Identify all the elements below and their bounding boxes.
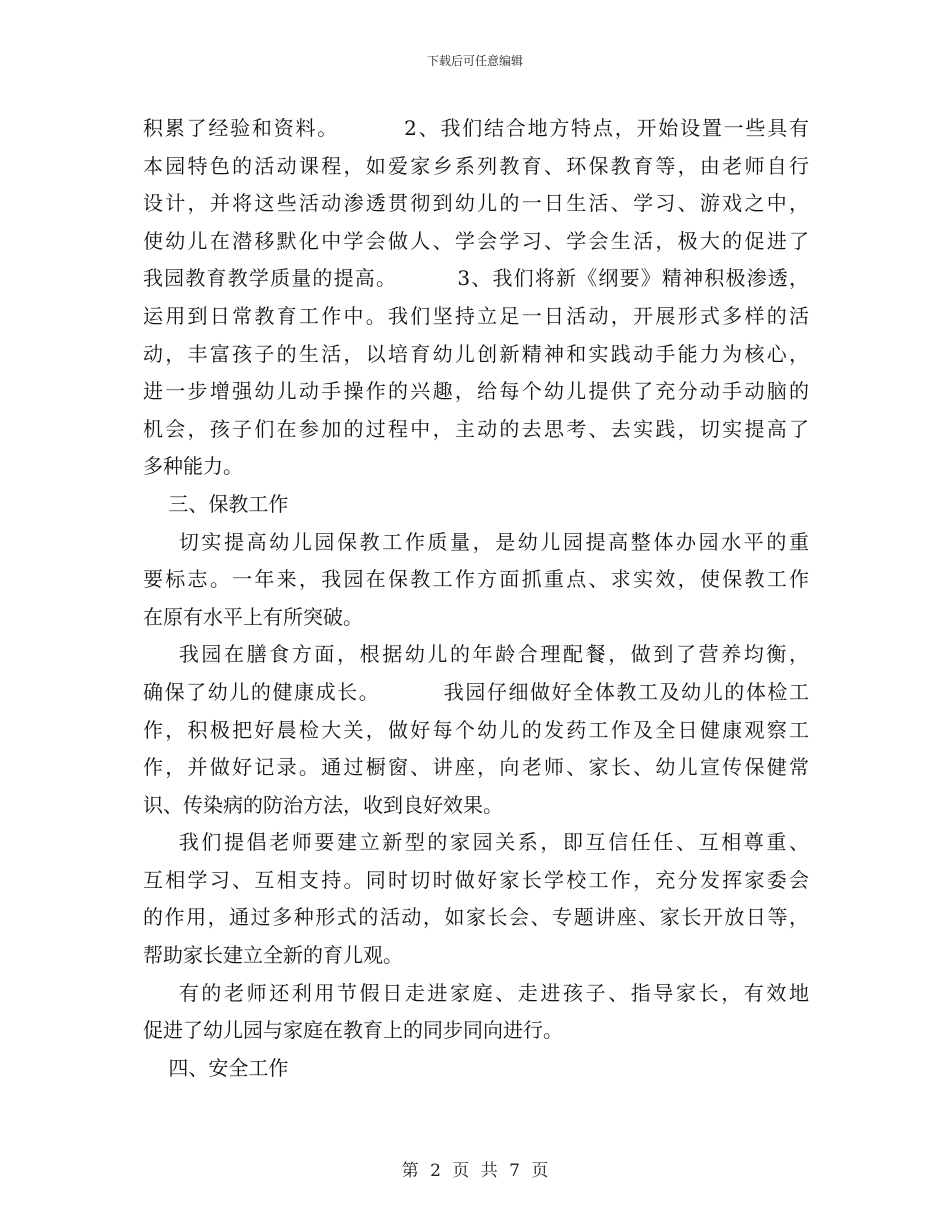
text-line: 切实提高幼儿园保教工作质量，是幼儿园提高整体办园水平的重 [143, 529, 809, 554]
text-line: 帮助家长建立全新的育儿观。 [143, 943, 403, 968]
text-line: 动，丰富孩子的生活，以培育幼儿创新精神和实践动手能力为核心， [143, 341, 809, 366]
section-heading: 四、安全工作 [143, 1055, 289, 1080]
text-line: 在原有水平上有所突破。 [143, 604, 363, 629]
text-line: 进一步增强幼儿动手操作的兴趣，给每个幼儿提供了充分动手动脑的 [143, 379, 809, 404]
page-header: 下载后可任意编辑 [426, 54, 523, 68]
text-line: 积累了经验和资料。 2、我们结合地方特点，开始设置一些具有 [143, 116, 809, 140]
text-line: 我们提倡老师要建立新型的家园关系，即互信任任、互相尊重、 [143, 830, 809, 855]
text-line: 本园特色的活动课程，如爱家乡系列教育、环保教育等，由老师自行 [143, 153, 809, 178]
page-footer: 第 2 页 共 7 页 [401, 1161, 549, 1181]
text-line: 我园教育教学质量的提高。 3、我们将新《纲要》精神积极渗透， [143, 266, 809, 291]
text-line: 设计，并将这些活动渗透贯彻到幼儿的一日生活、学习、游戏之中， [143, 191, 809, 216]
text-line: 促进了幼儿园与家庭在教育上的同步同向进行。 [143, 1018, 563, 1043]
section-heading: 三、保教工作 [143, 491, 289, 516]
document-body [143, 112, 809, 1089]
text-line: 多种能力。 [143, 454, 243, 479]
text-line: 作，并做好记录。通过橱窗、讲座，向老师、家长、幼儿宣传保健常 [143, 755, 809, 780]
text-line: 确保了幼儿的健康成长。 我园仔细做好全体教工及幼儿的体检工 [143, 679, 809, 704]
text-line: 我园在膳食方面，根据幼儿的年龄合理配餐，做到了营养均衡， [143, 642, 809, 667]
text-line: 使幼儿在潜移默化中学会做人、学会学习、学会生活，极大的促进了 [143, 228, 809, 253]
text-line: 要标志。一年来，我园在保教工作方面抓重点、求实效，使保教工作 [143, 567, 809, 592]
text-line: 的作用，通过多种形式的活动，如家长会、专题讲座、家长开放日等， [143, 905, 809, 930]
text-line: 识、传染病的防治方法，收到良好效果。 [143, 792, 503, 817]
text-line: 作，积极把好晨检大关，做好每个幼儿的发药工作及全日健康观察工 [143, 717, 809, 742]
text-line: 有的老师还利用节假日走进家庭、走进孩子、指导家长，有效地 [143, 980, 809, 1005]
text-line: 互相学习、互相支持。同时切时做好家长学校工作，充分发挥家委会 [143, 867, 809, 892]
text-line: 运用到日常教育工作中。我们坚持立足一日活动，开展形式多样的活 [143, 303, 809, 328]
text-line: 机会，孩子们在参加的过程中，主动的去思考、去实践，切实提高了 [143, 416, 809, 441]
